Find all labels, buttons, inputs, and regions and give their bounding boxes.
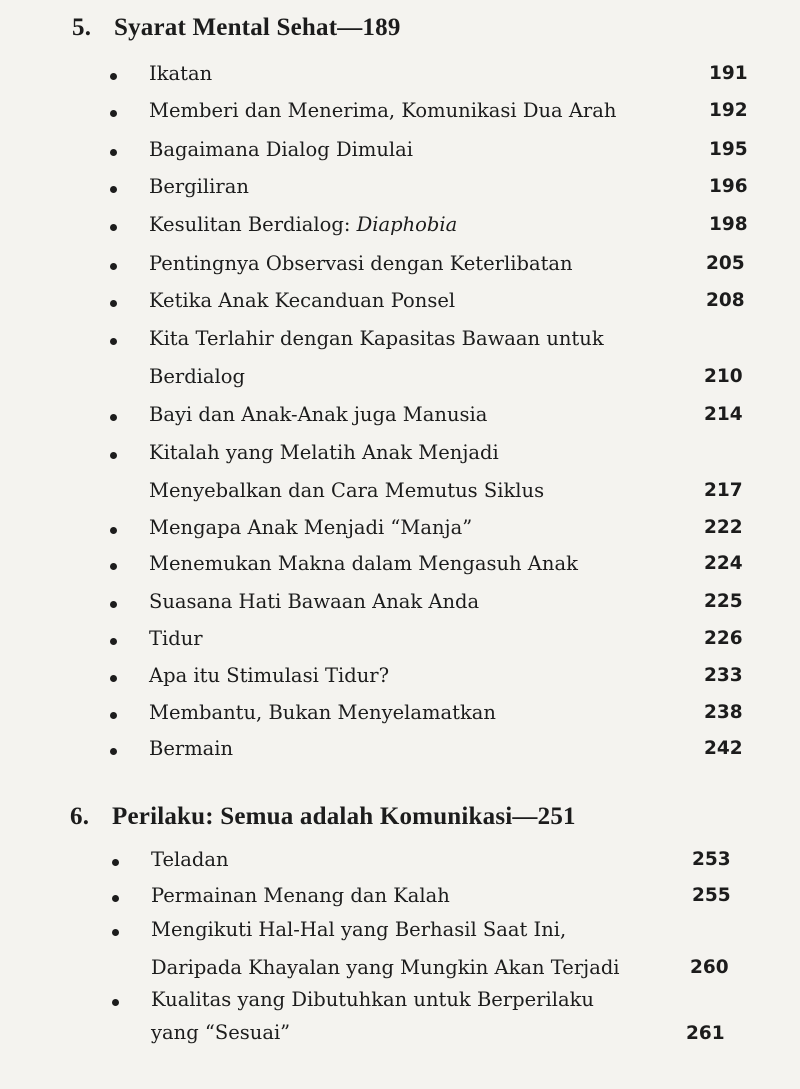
page-number: 222 <box>704 517 743 538</box>
page-number: 192 <box>709 100 748 121</box>
chapter-number: 5. <box>72 14 92 41</box>
entry-title: Ikatan <box>149 62 213 85</box>
bullet-icon <box>110 527 117 534</box>
chapter-5-heading <box>72 14 401 42</box>
page-number: 196 <box>709 176 748 197</box>
page-number: 225 <box>704 591 743 612</box>
page-number: 226 <box>704 628 743 649</box>
entry-title: Menemukan Makna dalam Mengasuh Anak <box>149 552 578 575</box>
entry-title: Apa itu Stimulasi Tidur? <box>149 664 390 687</box>
chapter-title: Syarat Mental Sehat—189 <box>114 14 401 41</box>
bullet-icon <box>110 224 117 231</box>
entry-title: Membantu, Bukan Menyelamatkan <box>149 701 496 724</box>
page-number: 224 <box>704 553 743 574</box>
entry-title: Teladan <box>151 848 229 871</box>
page-number: 195 <box>709 139 748 160</box>
page-number: 214 <box>704 404 743 425</box>
bullet-icon <box>112 929 119 936</box>
entry-title: Mengikuti Hal-Hal yang Berhasil Saat Ini, <box>151 918 567 941</box>
entry-title: Kitalah yang Melatih Anak Menjadi <box>149 441 499 464</box>
entry-title-italic: Diaphobia <box>356 213 458 236</box>
entry-title: Bayi dan Anak-Anak juga Manusia <box>149 403 488 426</box>
bullet-icon <box>110 748 117 755</box>
page-number: 233 <box>704 665 743 686</box>
entry-title: Ketika Anak Kecanduan Ponsel <box>149 289 456 312</box>
entry-title: Permainan Menang dan Kalah <box>151 884 450 907</box>
page-number: 260 <box>690 957 729 978</box>
page-number: 191 <box>709 63 748 84</box>
entry-title: Bagaimana Dialog Dimulai <box>149 138 413 161</box>
bullet-icon <box>110 452 117 459</box>
chapter-6-heading <box>70 803 576 831</box>
entry-title: Memberi dan Menerima, Komunikasi Dua Arah <box>149 99 617 122</box>
entry-title: Bermain <box>149 737 234 760</box>
entry-title: Bergiliran <box>149 175 249 198</box>
entry-title-continued: Menyebalkan dan Cara Memutus Siklus <box>149 479 545 502</box>
page-number: 242 <box>704 738 743 759</box>
entry-title: Mengapa Anak Menjadi “Manja” <box>149 516 473 539</box>
entry-title-continued: Daripada Khayalan yang Mungkin Akan Terjadi <box>151 956 620 979</box>
chapter-number: 6. <box>70 803 90 830</box>
bullet-icon <box>110 73 117 80</box>
page-number: 238 <box>704 702 743 723</box>
bullet-icon <box>110 263 117 270</box>
bullet-icon <box>110 338 117 345</box>
bullet-icon <box>112 895 119 902</box>
page-number: 255 <box>692 885 731 906</box>
bullet-icon <box>110 712 117 719</box>
bullet-icon <box>110 638 117 645</box>
entry-title <box>149 213 457 237</box>
entry-title: Kita Terlahir dengan Kapasitas Bawaan untuk <box>149 327 604 350</box>
bullet-icon <box>110 601 117 608</box>
bullet-icon <box>110 563 117 570</box>
page-number: 253 <box>692 849 731 870</box>
bullet-icon <box>112 859 119 866</box>
bullet-icon <box>110 186 117 193</box>
entry-title-continued: yang “Sesuai” <box>151 1021 291 1044</box>
page-number: 205 <box>706 253 745 274</box>
page-number: 217 <box>704 480 743 501</box>
page-number: 210 <box>704 366 743 387</box>
bullet-icon <box>110 675 117 682</box>
bullet-icon <box>110 149 117 156</box>
entry-title-plain: Kesulitan Berdialog: <box>149 213 357 236</box>
page-number: 198 <box>709 214 748 235</box>
page-number: 208 <box>706 290 745 311</box>
chapter-title: Perilaku: Semua adalah Komunikasi—251 <box>112 803 576 830</box>
page-number: 261 <box>686 1023 725 1044</box>
bullet-icon <box>110 300 117 307</box>
bullet-icon <box>112 999 119 1006</box>
entry-title: Suasana Hati Bawaan Anak Anda <box>149 590 480 613</box>
bullet-icon <box>110 414 117 421</box>
entry-title: Pentingnya Observasi dengan Keterlibatan <box>149 252 573 275</box>
entry-title: Tidur <box>149 627 203 650</box>
entry-title: Kualitas yang Dibutuhkan untuk Berperilaku <box>151 988 594 1011</box>
entry-title-continued: Berdialog <box>149 365 245 388</box>
bullet-icon <box>110 110 117 117</box>
